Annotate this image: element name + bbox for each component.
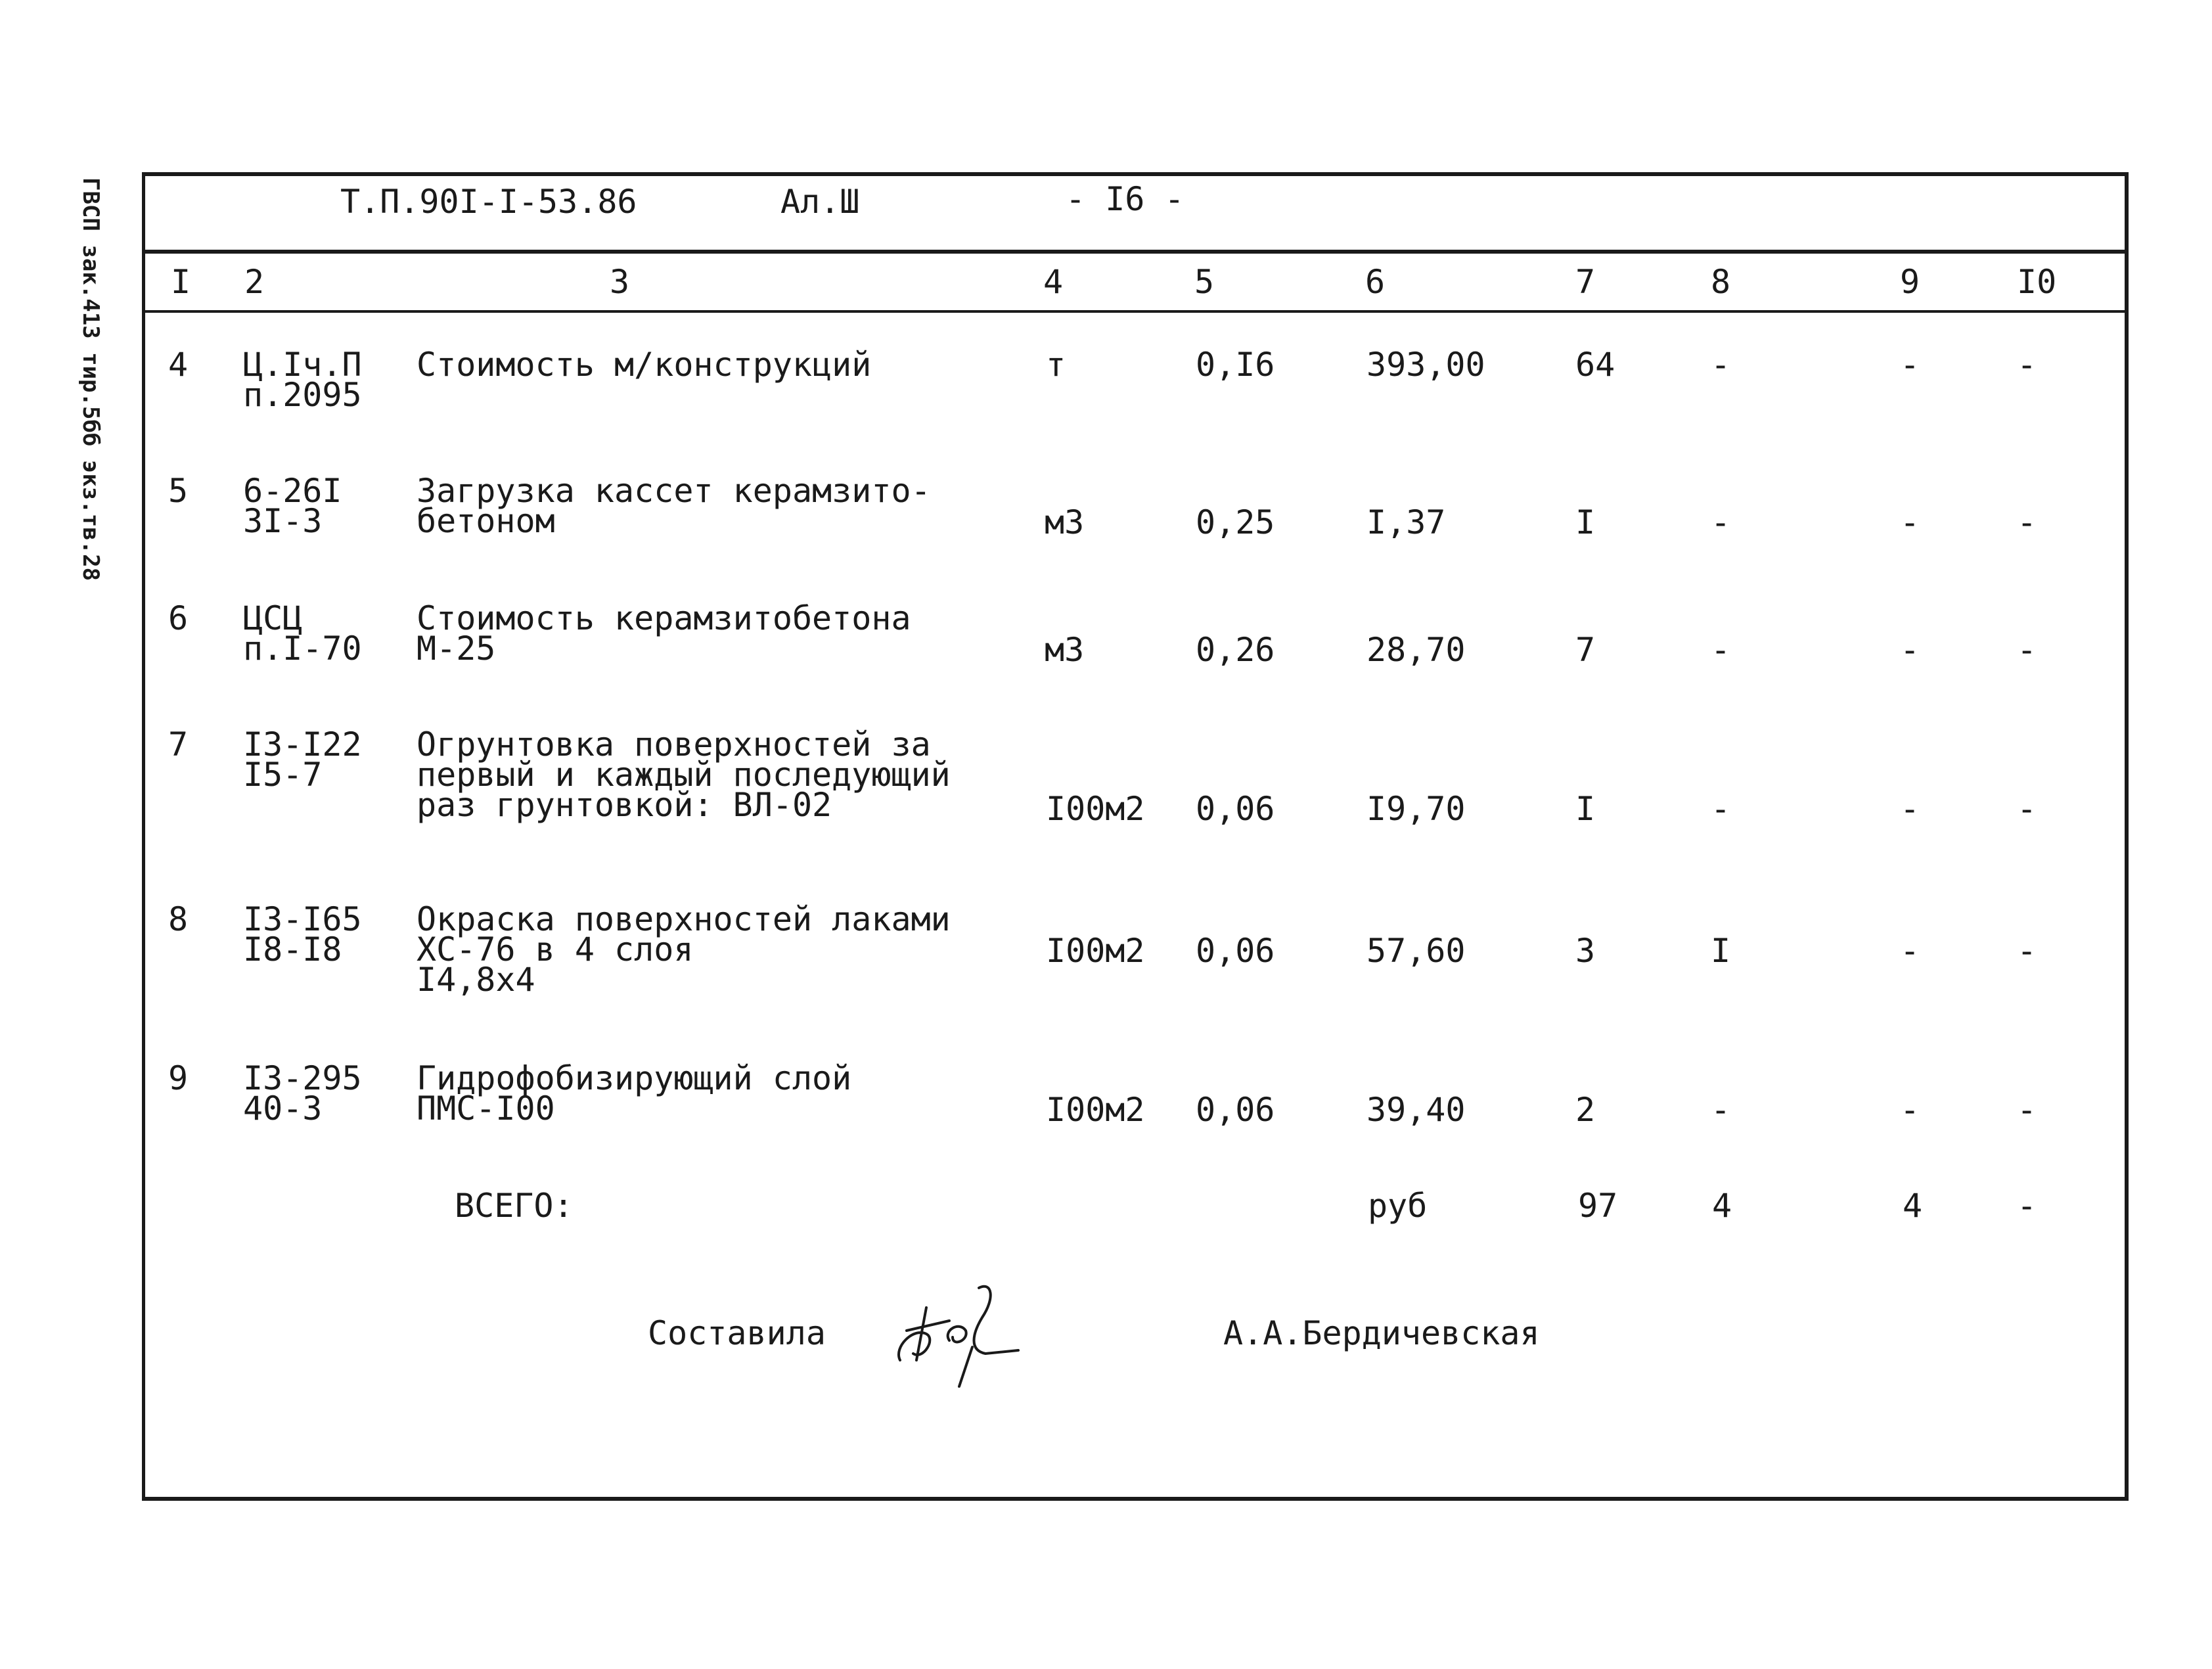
norm-code: 6-26I xyxy=(243,472,342,510)
norm-code: I3-I22 xyxy=(243,725,362,764)
value-col9: - xyxy=(1900,932,1920,970)
value-col10: - xyxy=(2017,932,2037,970)
norm-code: 3I-3 xyxy=(243,502,323,540)
unit: I00м2 xyxy=(1046,790,1145,828)
value-col8: - xyxy=(1711,346,1731,384)
unit-price: I,37 xyxy=(1366,503,1446,541)
unit-price: 393,00 xyxy=(1366,346,1485,384)
value-col7: I xyxy=(1575,790,1596,828)
work-name: Окраска поверхностей лаками xyxy=(417,900,951,938)
page-number: - I6 - xyxy=(1066,180,1185,218)
column-header-5: 5 xyxy=(1194,263,1215,301)
quantity: 0,25 xyxy=(1196,503,1275,541)
norm-code: Ц.Iч.П xyxy=(243,346,362,384)
total-col7: 97 xyxy=(1578,1187,1618,1225)
work-name: Гидрофобизирующий слой xyxy=(417,1059,852,1097)
value-col10: - xyxy=(2017,631,2037,669)
column-header-6: 6 xyxy=(1365,263,1386,301)
total-col8: 4 xyxy=(1712,1187,1732,1225)
work-name: раз грунтовкой: ВЛ-02 xyxy=(417,786,832,824)
column-header-2: 2 xyxy=(244,263,265,301)
quantity: 0,06 xyxy=(1196,1091,1275,1129)
work-name: ПМС-I00 xyxy=(417,1089,555,1128)
value-col9: - xyxy=(1900,1091,1920,1129)
unit: I00м2 xyxy=(1046,1091,1145,1129)
value-col8: - xyxy=(1711,631,1731,669)
unit-price: 39,40 xyxy=(1366,1091,1466,1129)
column-header-1: I xyxy=(171,263,191,301)
value-col10: - xyxy=(2017,790,2037,828)
quantity: 0,06 xyxy=(1196,932,1275,970)
value-col9: - xyxy=(1900,346,1920,384)
column-header-4: 4 xyxy=(1043,263,1064,301)
work-name: бетоном xyxy=(417,502,555,540)
header-divider xyxy=(142,250,2129,254)
work-name: Стоимость керамзитобетона xyxy=(417,599,911,637)
norm-code: п.2095 xyxy=(243,376,362,414)
work-name: первый и каждый последующий xyxy=(417,756,951,794)
unit-price: I9,70 xyxy=(1366,790,1466,828)
signature xyxy=(887,1268,1038,1393)
row-number: 6 xyxy=(168,599,189,637)
norm-code: ЦСЦ xyxy=(243,599,303,637)
compiled-by-label: Составила xyxy=(648,1314,826,1352)
value-col9: - xyxy=(1900,631,1920,669)
work-name: Огрунтовка поверхностей за xyxy=(417,725,931,764)
value-col10: - xyxy=(2017,1091,2037,1129)
value-col8: - xyxy=(1711,1091,1731,1129)
work-name: Стоимость м/конструкций xyxy=(417,346,872,384)
norm-code: I8-I8 xyxy=(243,930,342,969)
norm-code: п.I-70 xyxy=(243,629,362,668)
row-number: 4 xyxy=(168,346,189,384)
quantity: 0,I6 xyxy=(1196,346,1275,384)
quantity: 0,06 xyxy=(1196,790,1275,828)
unit-price: 57,60 xyxy=(1366,932,1466,970)
work-name: ХС-76 в 4 слоя xyxy=(417,930,694,969)
document-code: Т.П.90I-I-53.86 xyxy=(340,183,637,221)
value-col7: I xyxy=(1575,503,1596,541)
column-header-9: 9 xyxy=(1900,263,1920,301)
norm-code: 40-3 xyxy=(243,1089,323,1128)
quantity: 0,26 xyxy=(1196,631,1275,669)
column-header-8: 8 xyxy=(1711,263,1731,301)
unit: I00м2 xyxy=(1046,932,1145,970)
total-label: ВСЕГО: xyxy=(455,1187,574,1225)
value-col7: 3 xyxy=(1575,932,1596,970)
column-header-3: 3 xyxy=(610,263,630,301)
value-col7: 64 xyxy=(1575,346,1615,384)
album-label: Ал.Ш xyxy=(780,183,860,221)
total-col10: - xyxy=(2017,1187,2037,1225)
norm-code: I3-I65 xyxy=(243,900,362,938)
unit: т xyxy=(1046,346,1066,384)
value-col8: - xyxy=(1711,503,1731,541)
unit: м3 xyxy=(1045,631,1085,669)
total-col9: 4 xyxy=(1903,1187,1923,1225)
side-stamp: ГВСП зак.413 тир.5бб экз.тв.28 xyxy=(78,177,104,582)
row-number: 5 xyxy=(168,472,189,510)
column-header-7: 7 xyxy=(1575,263,1596,301)
norm-code: I3-295 xyxy=(243,1059,362,1097)
work-name: I4,8x4 xyxy=(417,961,535,999)
value-col10: - xyxy=(2017,346,2037,384)
author-name: А.А.Бердичевская xyxy=(1223,1314,1540,1352)
total-unit: руб xyxy=(1368,1187,1428,1225)
value-col9: - xyxy=(1900,503,1920,541)
row-number: 8 xyxy=(168,900,189,938)
value-col7: 7 xyxy=(1575,631,1596,669)
value-col8: - xyxy=(1711,790,1731,828)
norm-code: I5-7 xyxy=(243,756,323,794)
work-name: Загрузка кассет керамзито- xyxy=(417,472,931,510)
value-col10: - xyxy=(2017,503,2037,541)
row-number: 9 xyxy=(168,1059,189,1097)
unit: м3 xyxy=(1045,503,1085,541)
value-col8: I xyxy=(1711,932,1731,970)
column-header-divider xyxy=(142,310,2129,313)
unit-price: 28,70 xyxy=(1366,631,1466,669)
value-col9: - xyxy=(1900,790,1920,828)
row-number: 7 xyxy=(168,725,189,764)
work-name: М-25 xyxy=(417,629,496,668)
value-col7: 2 xyxy=(1575,1091,1596,1129)
column-header-10: I0 xyxy=(2017,263,2057,301)
